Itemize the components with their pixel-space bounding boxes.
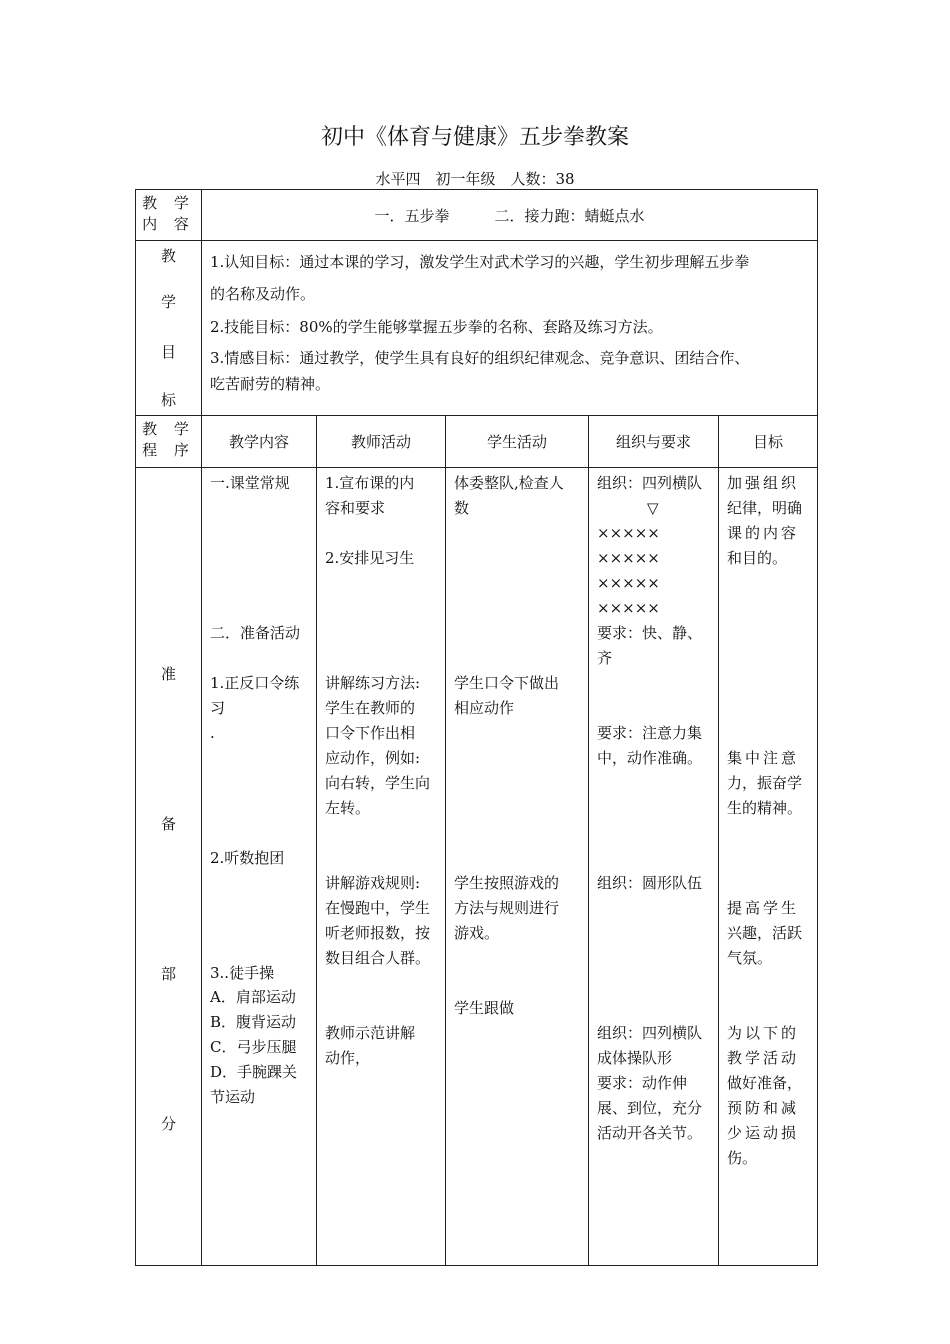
org-text: 中，动作准确。 <box>597 749 703 767</box>
procedure-label-line2: 程 序 <box>142 441 195 459</box>
content-text: 一．五步拳 二．接力跑：蜻蜓点水 <box>202 190 818 241</box>
org-text: 活动开各关节。 <box>597 1124 703 1142</box>
teacher-text: 应动作，例如: <box>325 749 421 767</box>
org-text: 要求：快、静、 <box>597 624 703 642</box>
org-text: 齐 <box>597 649 613 667</box>
goal-1-line-2: 的名称及动作。 <box>210 285 316 303</box>
content-drill-line2: 习 <box>210 699 226 717</box>
objective-text: 为以下的 <box>727 1024 800 1042</box>
prep-student-cell <box>446 468 589 1266</box>
content-label-cell <box>136 190 202 241</box>
objective-text: 伤。 <box>727 1149 758 1167</box>
content-warmup: 二．准备活动 <box>210 624 301 642</box>
teacher-text: 讲解游戏规则: <box>325 874 421 892</box>
teacher-text: 左转。 <box>325 799 371 817</box>
teacher-text: 口令下作出相 <box>325 724 416 742</box>
content-routine: 一.课堂常规 <box>210 474 290 492</box>
teacher-text: 2.安排见习生 <box>325 549 415 567</box>
teacher-text: 1.宣布课的内 <box>325 474 415 492</box>
teacher-text: 容和要求 <box>325 499 386 517</box>
org-text: 组织：四列横队 <box>597 1024 703 1042</box>
content-row <box>136 190 818 241</box>
prep-objective-cell <box>719 468 818 1266</box>
student-text: 学生跟做 <box>454 999 515 1017</box>
goal-2: 2.技能目标：80%的学生能够掌握五步拳的名称、套路及练习方法。 <box>210 318 663 336</box>
prep-label-char: 部 <box>160 965 176 983</box>
teacher-position-icon: ▽ <box>647 499 659 517</box>
content-label-line1: 教 学 <box>142 194 195 212</box>
content-exercise-item: B．腹背运动 <box>210 1013 297 1031</box>
content-exercise-item: A．肩部运动 <box>210 988 296 1006</box>
prep-label-cell <box>136 468 202 1266</box>
student-text: 游戏。 <box>454 924 500 942</box>
objective-text: 集中注意 <box>727 749 800 767</box>
lesson-plan-table <box>135 189 818 1266</box>
objective-text: 兴趣，活跃 <box>727 924 803 942</box>
org-text: 要求：注意力集 <box>597 724 703 742</box>
content-exercise-title: 3..徒手操 <box>210 964 275 982</box>
objective-text: 力，振奋学 <box>727 774 803 792</box>
objective-text: 生的精神。 <box>727 799 803 817</box>
objective-text: 气氛。 <box>727 949 773 967</box>
objective-text: 预防和减 <box>727 1099 800 1117</box>
column-header: 教学内容 <box>202 416 317 468</box>
procedure-label-line1: 教 学 <box>142 420 195 438</box>
goals-label-char: 标 <box>160 391 176 409</box>
objective-text: 和目的。 <box>727 549 788 567</box>
goals-label-char: 学 <box>160 293 176 311</box>
content-exercise-item: 节运动 <box>210 1088 256 1106</box>
content-drill-dot: . <box>210 724 215 742</box>
org-text: 要求：动作伸 <box>597 1074 688 1092</box>
student-text: 数 <box>454 499 470 517</box>
content-exercise-item: C．弓步压腿 <box>210 1038 297 1056</box>
objective-text: 做好准备， <box>727 1074 803 1092</box>
column-header: 教师活动 <box>317 416 446 468</box>
content-exercise-item: D．手腕踝关 <box>210 1063 298 1081</box>
column-header: 目标 <box>719 416 818 468</box>
student-text: 体委整队,检查人 <box>454 474 564 492</box>
prep-organization-cell <box>589 468 719 1266</box>
formation-row: ××××× <box>597 574 660 592</box>
formation-row: ××××× <box>597 524 660 542</box>
procedure-header-row <box>136 416 818 468</box>
objective-text: 少运动损 <box>727 1124 800 1142</box>
prep-content-cell <box>202 468 317 1266</box>
objective-text: 纪律，明确 <box>727 499 803 517</box>
org-text: 组织：四列横队 <box>597 474 703 492</box>
goals-label-char: 教 <box>160 247 176 265</box>
teacher-text: 教师示范讲解 <box>325 1024 416 1042</box>
prep-teacher-cell <box>317 468 446 1266</box>
content-game: 2.听数抱团 <box>210 849 285 867</box>
objective-text: 提高学生 <box>727 899 800 917</box>
procedure-label-cell <box>136 416 202 468</box>
prep-label-char: 备 <box>160 815 176 833</box>
student-text: 学生按照游戏的 <box>454 874 560 892</box>
objective-text: 加强组织 <box>727 474 800 492</box>
goals-row <box>136 241 818 416</box>
goal-1-line-1: 1.认知目标：通过本课的学习，激发学生对武术学习的兴趣，学生初步理解五步拳 <box>210 253 750 271</box>
teacher-text: 听老师报数，按 <box>325 924 431 942</box>
document-title: 初中《体育与健康》五步拳教案 <box>320 125 629 150</box>
prep-label-char: 分 <box>160 1115 176 1133</box>
objective-text: 课的内容 <box>727 524 800 542</box>
prep-section-row <box>136 468 818 1266</box>
student-text: 方法与规则进行 <box>454 899 560 917</box>
objective-text: 教学活动 <box>727 1049 800 1067</box>
student-text: 相应动作 <box>454 699 515 717</box>
content-drill-line1: 1.正反口令练 <box>210 674 300 692</box>
teacher-text: 数目组合人群。 <box>325 949 431 967</box>
column-header: 组织与要求 <box>589 416 719 468</box>
prep-label-char: 准 <box>160 665 176 683</box>
student-text: 学生口令下做出 <box>454 674 560 692</box>
org-text: 组织：圆形队伍 <box>597 874 703 892</box>
teacher-text: 动作， <box>325 1049 371 1067</box>
formation-row: ××××× <box>597 599 660 617</box>
goal-3-line-1: 3.情感目标：通过教学，使学生具有良好的组织纪律观念、竞争意识、团结合作、 <box>210 349 750 367</box>
goals-text-cell <box>202 241 818 416</box>
teacher-text: 学生在教师的 <box>325 699 416 717</box>
teacher-text: 向右转，学生向 <box>325 774 431 792</box>
teacher-text: 讲解练习方法: <box>325 674 421 692</box>
teacher-text: 在慢跑中，学生 <box>325 899 431 917</box>
goals-label-char: 目 <box>160 343 176 361</box>
goal-3-line-2: 吃苦耐劳的精神。 <box>210 375 331 393</box>
org-text: 成体操队形 <box>597 1049 673 1067</box>
goals-label-cell <box>136 241 202 416</box>
content-label-line2: 内 容 <box>142 215 195 233</box>
org-text: 展、到位，充分 <box>597 1099 703 1117</box>
formation-row: ××××× <box>597 549 660 567</box>
column-header: 学生活动 <box>446 416 589 468</box>
document-subtitle: 水平四 初一年级 人数：38 <box>375 170 575 188</box>
